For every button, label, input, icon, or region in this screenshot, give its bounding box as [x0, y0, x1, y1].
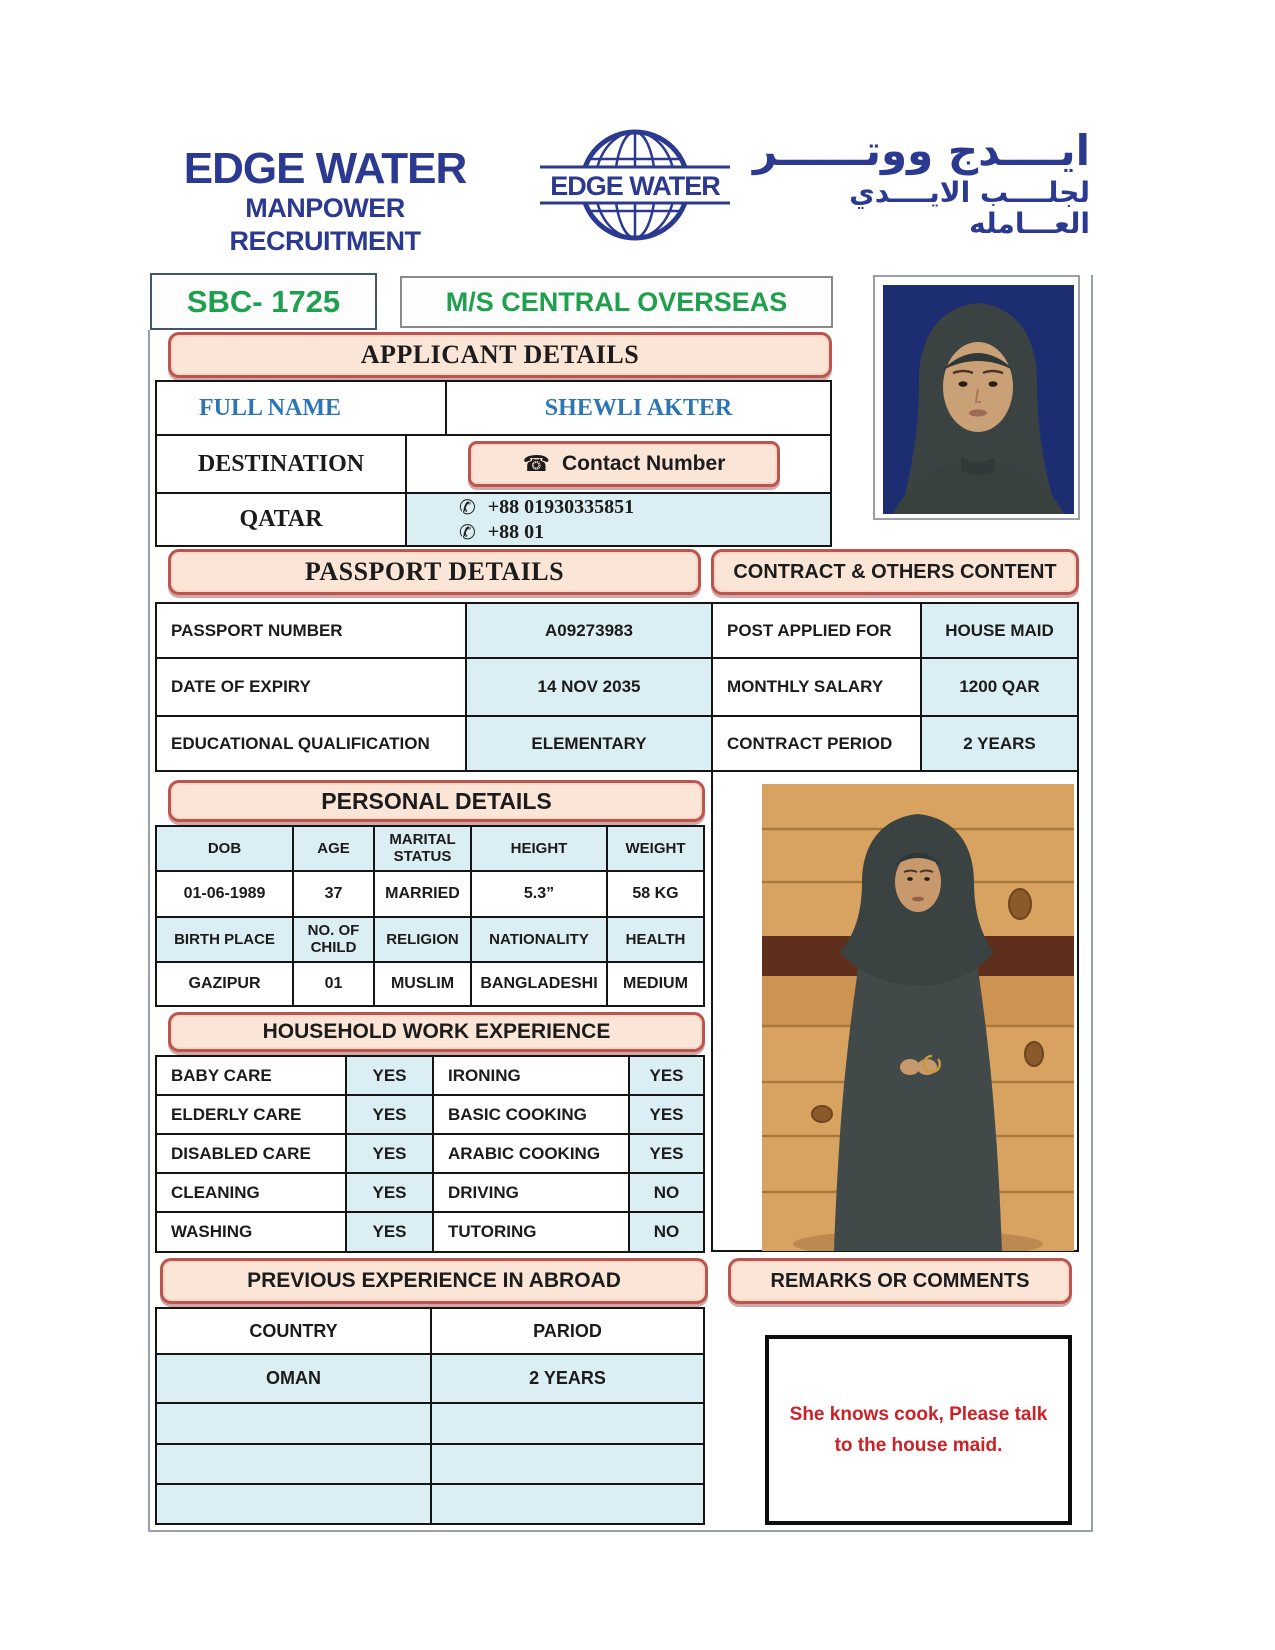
frame-right-border [1091, 275, 1093, 1532]
personal-value-cell [470, 870, 608, 918]
household-skill-cell [155, 1172, 347, 1213]
section-bar-remarks [728, 1258, 1072, 1304]
date-expiry-label: DATE OF EXPIRY [171, 677, 311, 696]
birth-place-header: BIRTH PLACE [174, 931, 275, 948]
destination-value-cell [155, 492, 407, 547]
household-skill-cell [432, 1211, 630, 1253]
baby-care-label: BABY CARE [171, 1065, 272, 1085]
personal-value-cell [292, 870, 375, 918]
ref-code: SBC- 1725 [186, 283, 341, 319]
section-bar-previous-experience [160, 1258, 708, 1304]
contact-number-box [468, 441, 780, 487]
prev-exp-header-cell [430, 1307, 705, 1355]
agency-name-box [400, 276, 833, 328]
tutoring-answer: NO [653, 1222, 680, 1241]
household-skill-cell [432, 1172, 630, 1213]
info-value-cell [920, 602, 1079, 659]
phone-line-2 [459, 521, 544, 544]
household-answer-cell [345, 1055, 434, 1096]
household-answer-cell [628, 1133, 705, 1174]
personal-value-cell [470, 961, 608, 1007]
weight-value: 58 KG [632, 885, 679, 902]
section-title-applicant: APPLICANT DETAILS [360, 340, 640, 369]
personal-value-cell [373, 961, 472, 1007]
no-of-child-value: 01 [324, 975, 343, 992]
weight-header: WEIGHT [625, 840, 686, 857]
brand-arabic-line1: ايــــدج ووتــــــر [753, 126, 1090, 175]
full-name-label: FULL NAME [199, 394, 342, 421]
passport-photo-image [883, 285, 1074, 514]
ref-code-box [150, 273, 377, 330]
height-header: HEIGHT [510, 840, 568, 857]
personal-value-cell [292, 961, 375, 1007]
phone-numbers-cell [405, 492, 832, 547]
household-skill-cell [432, 1133, 630, 1174]
health-header: HEALTH [625, 931, 686, 948]
prev-exp-empty-cell [430, 1402, 705, 1445]
frame-left-border [148, 330, 150, 1532]
passport-number-label: PASSPORT NUMBER [171, 620, 343, 640]
household-skill-cell [155, 1094, 347, 1135]
info-label-cell [711, 715, 922, 772]
personal-header-cell [606, 916, 705, 963]
info-label-cell [155, 602, 467, 659]
driving-label: DRIVING [448, 1182, 519, 1202]
brand-arabic-line2: لجلــــب الايــــدي العـــامله [849, 176, 1090, 240]
tutoring-label: TUTORING [448, 1222, 537, 1241]
personal-header-cell [292, 825, 375, 872]
section-title-personal: PERSONAL DETAILS [321, 787, 552, 814]
personal-header-cell [470, 825, 608, 872]
section-title-passport: PASSPORT DETAILS [304, 557, 565, 586]
prev-period-value: 2 YEARS [529, 1368, 606, 1388]
personal-header-cell [292, 916, 375, 963]
info-label-cell [155, 715, 467, 772]
disabled-care-label: DISABLED CARE [171, 1143, 311, 1163]
phone-number-2: +88 01 [487, 520, 545, 543]
contract-period-value: 2 YEARS [963, 733, 1036, 753]
dob-header: DOB [207, 840, 242, 857]
full-name-label-cell [155, 380, 447, 436]
age-header: AGE [317, 840, 350, 857]
post-applied-value: HOUSE MAID [945, 620, 1054, 640]
prev-exp-empty-cell [430, 1443, 705, 1485]
age-value: 37 [324, 885, 343, 902]
info-label-cell [711, 657, 922, 717]
elderly-care-answer: YES [372, 1104, 407, 1124]
prev-exp-empty-cell [155, 1443, 432, 1485]
personal-value-cell [373, 870, 472, 918]
washing-label: WASHING [171, 1222, 253, 1241]
prev-exp-cell [155, 1353, 432, 1404]
remarks-text: She knows cook, Please talk to the house maid. [789, 1404, 1048, 1457]
personal-header-cell [155, 916, 294, 963]
personal-value-cell [155, 961, 294, 1007]
household-answer-cell [345, 1211, 434, 1253]
ironing-answer: YES [649, 1065, 684, 1085]
brand-block [150, 146, 500, 257]
religion-value: MUSLIM [390, 975, 455, 992]
prev-exp-header-cell [155, 1307, 432, 1355]
household-skill-cell [155, 1055, 347, 1096]
full-name-value-cell [445, 380, 832, 436]
info-value-cell [465, 602, 713, 659]
remarks-box [765, 1335, 1072, 1525]
post-applied-label: POST APPLIED FOR [727, 620, 892, 640]
section-bar-household-experience [168, 1012, 705, 1052]
logo-banner-text: EDGE WATER [550, 171, 720, 201]
personal-header-cell [606, 825, 705, 872]
full-name-value: SHEWLI AKTER [544, 394, 733, 421]
household-answer-cell [628, 1055, 705, 1096]
personal-header-cell [373, 825, 472, 872]
telephone-icon: ☎ [522, 451, 551, 477]
height-value: 5.3” [523, 885, 555, 902]
household-answer-cell [345, 1094, 434, 1135]
full-body-photo-image [762, 784, 1074, 1251]
period-header: PARIOD [533, 1320, 602, 1341]
contact-number-heading: Contact Number [562, 452, 726, 475]
baby-care-answer: YES [372, 1065, 407, 1085]
phone-icon: ✆ [459, 519, 476, 544]
brand-arabic-block [750, 128, 1090, 240]
phone-line-1 [459, 496, 634, 519]
info-label-cell [155, 657, 467, 717]
prev-exp-empty-cell [430, 1483, 705, 1525]
driving-answer: NO [653, 1182, 680, 1202]
agency-name: M/S CENTRAL OVERSEAS [445, 286, 788, 317]
household-skill-cell [155, 1211, 347, 1253]
arabic-cooking-label: ARABIC COOKING [448, 1143, 601, 1163]
applicant-passport-photo [873, 275, 1080, 520]
household-answer-cell [345, 1172, 434, 1213]
info-value-cell [465, 715, 713, 772]
frame-bottom-border [148, 1530, 1093, 1532]
section-title-contract: CONTRACT & OTHERS CONTENT [733, 560, 1057, 583]
education-value: ELEMENTARY [531, 733, 647, 753]
household-answer-cell [628, 1211, 705, 1253]
cleaning-answer: YES [372, 1182, 407, 1202]
nationality-header: NATIONALITY [489, 931, 589, 948]
globe-logo-icon [540, 122, 730, 250]
prev-exp-cell [430, 1353, 705, 1404]
applicant-full-photo-cell [711, 770, 1079, 1252]
household-skill-cell [155, 1133, 347, 1174]
info-label-cell [711, 602, 922, 659]
ironing-label: IRONING [448, 1065, 521, 1085]
section-bar-passport-details [168, 549, 701, 595]
basic-cooking-answer: YES [649, 1104, 684, 1124]
section-title-remarks: REMARKS OR COMMENTS [770, 1269, 1030, 1292]
cleaning-label: CLEANING [171, 1182, 260, 1202]
household-skill-cell [432, 1094, 630, 1135]
dob-value: 01-06-1989 [183, 885, 266, 902]
section-bar-applicant-details [168, 332, 832, 378]
date-expiry-value: 14 NOV 2035 [537, 677, 641, 696]
destination-label: DESTINATION [197, 450, 365, 477]
no-of-child-header: NO. OF CHILD [307, 922, 360, 956]
personal-header-cell [155, 825, 294, 872]
education-label: EDUCATIONAL QUALIFICATION [171, 733, 430, 753]
info-value-cell [920, 657, 1079, 717]
prev-country-value: OMAN [266, 1368, 321, 1388]
personal-header-cell [373, 916, 472, 963]
brand-name: EDGE WATER [183, 144, 467, 193]
prev-exp-empty-cell [155, 1402, 432, 1445]
section-bar-personal-details [168, 780, 705, 822]
household-answer-cell [345, 1133, 434, 1174]
prev-exp-empty-cell [155, 1483, 432, 1525]
nationality-value: BANGLADESHI [480, 975, 598, 992]
birth-place-value: GAZIPUR [188, 975, 261, 992]
personal-value-cell [155, 870, 294, 918]
household-answer-cell [628, 1172, 705, 1213]
passport-number-value: A09273983 [545, 620, 633, 640]
section-title-household: HOUSEHOLD WORK EXPERIENCE [262, 1020, 611, 1043]
monthly-salary-value: 1200 QAR [959, 677, 1040, 696]
disabled-care-answer: YES [372, 1143, 407, 1163]
arabic-cooking-answer: YES [649, 1143, 684, 1163]
health-value: MEDIUM [623, 975, 688, 992]
household-skill-cell [432, 1055, 630, 1096]
section-bar-contract-content [711, 549, 1079, 595]
religion-header: RELIGION [386, 931, 459, 948]
contract-period-label: CONTRACT PERIOD [727, 733, 893, 753]
personal-header-cell [470, 916, 608, 963]
marital-status-header: MARITAL STATUS [389, 831, 456, 865]
phone-icon: ✆ [459, 494, 476, 519]
phone-number-1: +88 01930335851 [487, 495, 635, 518]
elderly-care-label: ELDERLY CARE [171, 1104, 302, 1124]
country-header: COUNTRY [249, 1320, 338, 1341]
destination-value: QATAR [239, 506, 323, 532]
marital-status-value: MARRIED [385, 885, 460, 902]
personal-value-cell [606, 870, 705, 918]
washing-answer: YES [372, 1222, 407, 1241]
section-title-previous: PREVIOUS EXPERIENCE IN ABROAD [247, 1269, 621, 1292]
info-value-cell [920, 715, 1079, 772]
personal-value-cell [606, 961, 705, 1007]
monthly-salary-label: MONTHLY SALARY [727, 677, 884, 696]
brand-subtitle: MANPOWER RECRUITMENT [229, 193, 421, 256]
basic-cooking-label: BASIC COOKING [448, 1104, 587, 1124]
household-answer-cell [628, 1094, 705, 1135]
destination-label-cell [155, 434, 407, 494]
info-value-cell [465, 657, 713, 717]
